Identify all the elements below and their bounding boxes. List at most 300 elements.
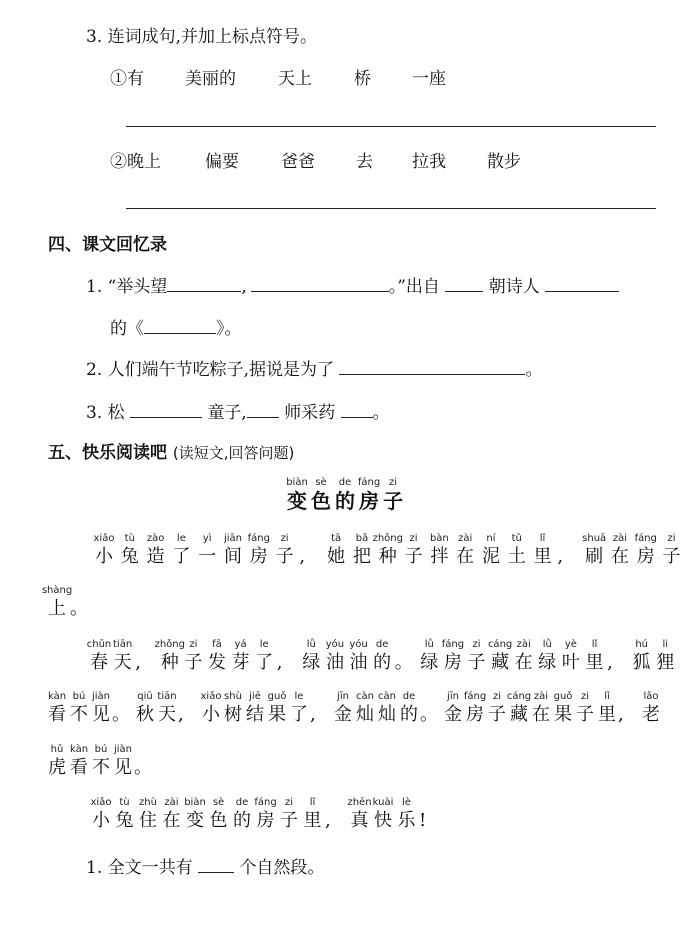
q3-row1-word: 天上: [278, 69, 312, 89]
hanzi-with-pinyin: [372, 796, 394, 832]
hanzi: 绿: [420, 652, 439, 673]
hanzi-with-pinyin: [46, 690, 68, 726]
fill-blank[interactable]: [167, 275, 241, 292]
hanzi: 土: [507, 546, 526, 567]
hanzi-with-pinyin: [325, 532, 347, 568]
story-paragraph-1-line-1: [93, 532, 683, 568]
hanzi: 子: [488, 704, 506, 725]
pinyin: bàn: [429, 533, 449, 544]
punctuation: [134, 743, 156, 779]
hanzi: 藏: [491, 652, 510, 673]
pinyin: zi: [472, 639, 481, 650]
hanzi: 了: [172, 546, 191, 567]
pinyin: yì: [202, 533, 212, 544]
hanzi: 。: [112, 704, 130, 725]
fill-blank[interactable]: [130, 401, 202, 418]
pinyin: jīn: [447, 691, 459, 702]
pinyin: xiǎo: [90, 797, 112, 808]
pinyin: lǜ: [542, 639, 552, 650]
pinyin: zi: [284, 797, 294, 808]
hanzi: 小: [95, 546, 113, 567]
hanzi-with-pinyin: [93, 532, 115, 568]
hanzi-with-pinyin: [137, 796, 159, 832]
text: 。: [372, 403, 390, 423]
pinyin: tǔ: [511, 533, 522, 544]
hanzi: 油: [325, 652, 344, 673]
pinyin: cáng: [506, 691, 532, 702]
hanzi-with-pinyin: [255, 796, 277, 832]
hanzi: 子: [280, 810, 298, 831]
q3-header: 3. 连词成句,并加上标点符号。: [86, 27, 318, 47]
pinyin: yóu: [325, 639, 345, 650]
hanzi-with-pinyin: [532, 532, 554, 568]
hanzi: 了: [255, 652, 274, 673]
hanzi: 里: [598, 704, 616, 725]
pinyin: lǐ: [604, 691, 610, 702]
hanzi-with-pinyin: [530, 690, 552, 726]
hanzi-with-pinyin: [348, 638, 370, 674]
hanzi: 春: [90, 652, 108, 673]
pinyin: sè: [212, 797, 225, 808]
pinyin: sè: [315, 477, 327, 488]
hanzi: 拌: [430, 546, 449, 567]
hanzi: 结: [246, 704, 264, 725]
hanzi-with-pinyin: [486, 690, 508, 726]
hanzi: 天: [113, 652, 132, 673]
hanzi: 上: [48, 598, 66, 619]
punctuation: [299, 532, 321, 568]
pinyin: tā: [331, 533, 342, 544]
pinyin: lǎo: [643, 691, 659, 702]
pinyin: zài: [612, 533, 628, 544]
hanzi-with-pinyin: [90, 743, 112, 779]
pinyin: guǒ: [553, 691, 573, 702]
hanzi: 灿: [356, 704, 374, 725]
hanzi: 房: [636, 546, 655, 567]
text: 。”出自: [388, 277, 440, 297]
hanzi: 变: [287, 489, 307, 513]
text: 1. 全文一共有: [86, 858, 193, 878]
pinyin: fáng: [254, 797, 277, 808]
pinyin: qiū: [137, 691, 153, 702]
hanzi: ,: [618, 704, 624, 725]
pinyin: kuài: [372, 797, 394, 808]
pinyin: fáng: [247, 533, 270, 544]
text: 师采药: [284, 403, 336, 423]
story-paragraph-2-line-1: [88, 638, 676, 674]
hanzi-with-pinyin: [489, 638, 511, 674]
pinyin: zi: [667, 533, 676, 544]
pinyin: le: [176, 533, 186, 544]
hanzi: 变: [186, 810, 204, 831]
hanzi-with-pinyin: [506, 532, 528, 568]
story-paragraph-3: [90, 796, 441, 832]
hanzi: 芽: [231, 652, 250, 673]
punctuation: [618, 690, 640, 726]
hanzi: ,: [276, 652, 283, 673]
hanzi-with-pinyin: [464, 690, 486, 726]
pinyin: bú: [94, 744, 108, 755]
hanzi: 子: [275, 546, 294, 567]
hanzi: ,: [557, 546, 564, 567]
pinyin: lǐ: [591, 639, 598, 650]
pinyin: jiē: [249, 691, 261, 702]
hanzi-with-pinyin: [248, 532, 270, 568]
pinyin: de: [338, 477, 352, 488]
hanzi-with-pinyin: [68, 743, 90, 779]
hanzi: 里: [533, 546, 552, 567]
hanzi: 叶: [561, 652, 580, 673]
hanzi-with-pinyin: [88, 638, 110, 674]
hanzi: 的: [335, 489, 355, 513]
hanzi-with-pinyin: [418, 638, 440, 674]
hanzi-with-pinyin: [466, 638, 488, 674]
hanzi: 。: [70, 598, 88, 619]
fill-blank[interactable]: [144, 317, 216, 334]
hanzi: ,: [178, 704, 184, 725]
hanzi: 。: [420, 704, 438, 725]
hanzi: 子: [467, 652, 486, 673]
hanzi: 天: [158, 704, 176, 725]
pinyin: hǔ: [50, 744, 64, 755]
q3-row1-word: 桥: [354, 69, 371, 89]
hanzi-with-pinyin: [46, 743, 68, 779]
pinyin: de: [402, 691, 416, 702]
hanzi-with-pinyin: [230, 638, 252, 674]
pinyin: jiān: [223, 533, 242, 544]
hanzi-with-pinyin: [442, 690, 464, 726]
pinyin: zài: [533, 691, 549, 702]
pinyin: xiǎo: [93, 533, 115, 544]
fill-blank[interactable]: [339, 358, 525, 375]
hanzi-with-pinyin: [376, 690, 398, 726]
hanzi-with-pinyin: [41, 584, 73, 620]
hanzi: 泥: [481, 546, 500, 567]
hanzi: 的: [233, 810, 251, 831]
hanzi: 在: [610, 546, 629, 567]
hanzi-with-pinyin: [583, 532, 605, 568]
punctuation: [178, 690, 200, 726]
hanzi-with-pinyin: [156, 690, 178, 726]
pinyin: zi: [580, 691, 590, 702]
q3-row2-word: ②晚上: [110, 152, 161, 172]
hanzi: 金: [334, 704, 352, 725]
pinyin: cáng: [487, 639, 513, 650]
punctuation: [557, 532, 579, 568]
hanzi: 乐: [397, 810, 416, 831]
hanzi-with-pinyin: [145, 532, 167, 568]
pinyin: tiān: [157, 691, 177, 702]
hanzi: 里: [303, 810, 322, 831]
hanzi: 快: [374, 810, 392, 831]
pinyin: fáng: [441, 639, 465, 650]
pinyin: zhù: [139, 797, 157, 808]
pinyin: ní: [486, 533, 496, 544]
pinyin: fáng: [634, 533, 657, 544]
answer-line[interactable]: [126, 126, 656, 127]
hanzi-with-pinyin: [631, 638, 653, 674]
hanzi: 老: [642, 704, 660, 725]
pinyin: lǐ: [539, 533, 546, 544]
hanzi: 在: [514, 652, 533, 673]
pinyin: zài: [164, 797, 179, 808]
pinyin: bú: [72, 691, 86, 702]
hanzi: 她: [327, 546, 346, 567]
hanzi: ,: [135, 652, 141, 673]
hanzi-with-pinyin: [222, 532, 244, 568]
hanzi-with-pinyin: [278, 796, 300, 832]
hanzi-with-pinyin: [552, 690, 574, 726]
punctuation: [70, 584, 92, 620]
pinyin: jiàn: [91, 691, 111, 702]
hanzi-with-pinyin: [371, 638, 393, 674]
hanzi: 种: [160, 652, 179, 673]
q3-row1-word: ①有: [110, 69, 144, 89]
pinyin: biàn: [286, 477, 308, 488]
hanzi-with-pinyin: [231, 796, 253, 832]
hanzi-with-pinyin: [508, 690, 530, 726]
hanzi-with-pinyin: [112, 743, 134, 779]
hanzi-with-pinyin: [324, 638, 346, 674]
hanzi: 树: [224, 704, 242, 725]
section-5-heading: 五、快乐阅读吧: [48, 443, 167, 463]
sec4-item1-line2: [110, 314, 242, 339]
q3-row2-word: 爸爸: [281, 152, 315, 172]
fill-blank[interactable]: [247, 401, 279, 418]
hanzi-with-pinyin: [513, 638, 535, 674]
hanzi-with-pinyin: [288, 690, 310, 726]
hanzi: 在: [456, 546, 475, 567]
hanzi-with-pinyin: [635, 532, 657, 568]
hanzi: 房: [466, 704, 484, 725]
hanzi: 子: [184, 652, 203, 673]
pinyin: kàn: [69, 744, 89, 755]
q3-row2-word: 偏要: [205, 152, 239, 172]
hanzi: 。: [134, 757, 152, 778]
q3-row2-word: 去: [356, 152, 373, 172]
hanzi: 兔: [115, 810, 134, 831]
text: 1. “举头望: [86, 277, 168, 297]
text: 个自然段。: [239, 858, 325, 878]
fill-blank[interactable]: [251, 275, 389, 292]
hanzi-with-pinyin: [206, 638, 228, 674]
hanzi: 房: [359, 489, 379, 513]
sec4-item2: [86, 355, 542, 380]
q3-row2-word: 散步: [487, 152, 521, 172]
hanzi: 真: [350, 810, 369, 831]
pinyin: hú: [635, 639, 648, 650]
hanzi: 色: [209, 810, 228, 831]
pinyin: lè: [402, 797, 411, 808]
pinyin: zi: [388, 477, 398, 488]
answer-line[interactable]: [126, 208, 656, 209]
pinyin: zi: [492, 691, 502, 702]
story-paragraph-2-line-3: [46, 743, 156, 779]
pinyin: yóu: [349, 639, 368, 650]
pinyin: lǐ: [309, 797, 316, 808]
pinyin: xiǎo: [200, 691, 222, 702]
hanzi-with-pinyin: [654, 638, 676, 674]
hanzi: 子: [662, 546, 681, 567]
fill-blank[interactable]: [198, 856, 234, 873]
pinyin: fáng: [463, 691, 487, 702]
pinyin: shuā: [582, 533, 607, 544]
hanzi-with-pinyin: [480, 532, 502, 568]
pinyin: tiān: [113, 639, 133, 650]
pinyin: tù: [119, 797, 130, 808]
pinyin: càn: [356, 691, 374, 702]
punctuation: [112, 690, 134, 726]
hanzi: 造: [146, 546, 165, 567]
q3-row1-word: 一座: [412, 69, 446, 89]
pinyin: fáng: [357, 477, 381, 488]
story-paragraph-1-line-2: [41, 584, 92, 620]
hanzi-with-pinyin: [244, 690, 266, 726]
hanzi: 。: [394, 652, 413, 673]
pinyin: zài: [458, 533, 473, 544]
hanzi-with-pinyin: [560, 638, 582, 674]
hanzi: 房: [256, 810, 275, 831]
hanzi: 住: [139, 810, 157, 831]
hanzi-with-pinyin: [583, 638, 605, 674]
hanzi: ,: [299, 546, 306, 567]
hanzi: 看: [70, 757, 88, 778]
punctuation: [395, 638, 417, 674]
hanzi-with-pinyin: [300, 638, 322, 674]
text: 的《: [110, 319, 144, 339]
pinyin: zi: [280, 533, 289, 544]
hanzi-with-pinyin: [170, 532, 192, 568]
hanzi: 金: [444, 704, 462, 725]
hanzi: 房: [443, 652, 462, 673]
hanzi: 绿: [302, 652, 321, 673]
fill-blank[interactable]: [445, 275, 483, 292]
pinyin: de: [375, 639, 389, 650]
hanzi: 发: [207, 652, 226, 673]
hanzi-with-pinyin: [222, 690, 244, 726]
punctuation: [310, 690, 332, 726]
pinyin: jiàn: [113, 744, 133, 755]
q3-row1-word: 美丽的: [185, 69, 236, 89]
punctuation: [277, 638, 299, 674]
pinyin: fā: [212, 639, 222, 650]
sec5-q1: [86, 853, 324, 878]
hanzi-with-pinyin: [442, 638, 464, 674]
hanzi: 一: [198, 546, 217, 567]
pinyin: tù: [124, 533, 135, 544]
text: 2. 人们端午节吃粽子,据说是为了: [86, 360, 335, 380]
hanzi: 狸: [656, 652, 675, 673]
hanzi: 不: [70, 704, 88, 725]
hanzi: 小: [202, 704, 220, 725]
hanzi-with-pinyin: [454, 532, 476, 568]
hanzi-with-pinyin: [154, 638, 185, 674]
hanzi: 种: [378, 546, 397, 567]
hanzi-with-pinyin: [134, 690, 156, 726]
hanzi-with-pinyin: [200, 690, 222, 726]
pinyin: bǎ: [355, 533, 369, 544]
sec4-item3: [86, 398, 390, 423]
hanzi-with-pinyin: [536, 638, 558, 674]
pinyin: zi: [409, 533, 418, 544]
pinyin: shù: [224, 691, 242, 702]
fill-blank[interactable]: [545, 275, 619, 292]
text: 》。: [216, 319, 242, 339]
hanzi-with-pinyin: [403, 532, 425, 568]
pinyin: kàn: [47, 691, 67, 702]
hanzi: 子: [576, 704, 594, 725]
hanzi-with-pinyin: [398, 690, 420, 726]
punctuation: [419, 796, 441, 832]
hanzi: 在: [162, 810, 181, 831]
pinyin: zhǒng: [154, 639, 185, 650]
hanzi: 房: [249, 546, 268, 567]
hanzi-with-pinyin: [609, 532, 631, 568]
pinyin: yá: [234, 639, 247, 650]
pinyin: càn: [378, 691, 396, 702]
pinyin: guǒ: [267, 691, 287, 702]
pinyin: shàng: [41, 585, 73, 596]
hanzi: 色: [311, 489, 331, 513]
hanzi: 灿: [378, 704, 396, 725]
hanzi-with-pinyin: [332, 690, 354, 726]
hanzi-with-pinyin: [285, 476, 309, 512]
pinyin: zào: [146, 533, 165, 544]
hanzi-with-pinyin: [351, 532, 373, 568]
hanzi: 虎: [48, 757, 66, 778]
hanzi: ,: [325, 810, 331, 831]
q3-row2-word: 拉我: [412, 152, 446, 172]
hanzi-with-pinyin: [184, 796, 206, 832]
hanzi-with-pinyin: [640, 690, 662, 726]
hanzi: 不: [92, 757, 110, 778]
hanzi-with-pinyin: [266, 690, 288, 726]
hanzi: 子: [383, 489, 403, 513]
pinyin: zài: [516, 639, 531, 650]
hanzi: 看: [48, 704, 66, 725]
pinyin: jīn: [337, 691, 349, 702]
hanzi-with-pinyin: [114, 796, 136, 832]
hanzi-with-pinyin: [596, 690, 618, 726]
hanzi: 绿: [538, 652, 557, 673]
hanzi-with-pinyin: [182, 638, 204, 674]
hanzi: 了: [290, 704, 308, 725]
hanzi-with-pinyin: [428, 532, 450, 568]
hanzi-with-pinyin: [354, 690, 376, 726]
pinyin: zhēn: [347, 797, 372, 808]
hanzi: 在: [532, 704, 550, 725]
hanzi-with-pinyin: [661, 532, 683, 568]
hanzi-with-pinyin: [90, 690, 112, 726]
sec4-item1-line1: [86, 272, 619, 297]
hanzi-with-pinyin: [333, 476, 357, 512]
section-5-title: [48, 438, 294, 463]
hanzi-with-pinyin: [302, 796, 324, 832]
fill-blank[interactable]: [341, 401, 373, 418]
punctuation: [325, 796, 347, 832]
hanzi-with-pinyin: [357, 476, 381, 512]
punctuation: [420, 690, 442, 726]
pinyin: lǜ: [306, 639, 316, 650]
pinyin: lǜ: [424, 639, 434, 650]
hanzi-with-pinyin: [90, 796, 112, 832]
pinyin: biàn: [184, 797, 206, 808]
story-paragraph-2-line-2: [46, 690, 662, 726]
hanzi: 的: [400, 704, 418, 725]
hanzi-with-pinyin: [381, 476, 405, 512]
hanzi: ,: [607, 652, 613, 673]
text: ,: [241, 277, 247, 297]
